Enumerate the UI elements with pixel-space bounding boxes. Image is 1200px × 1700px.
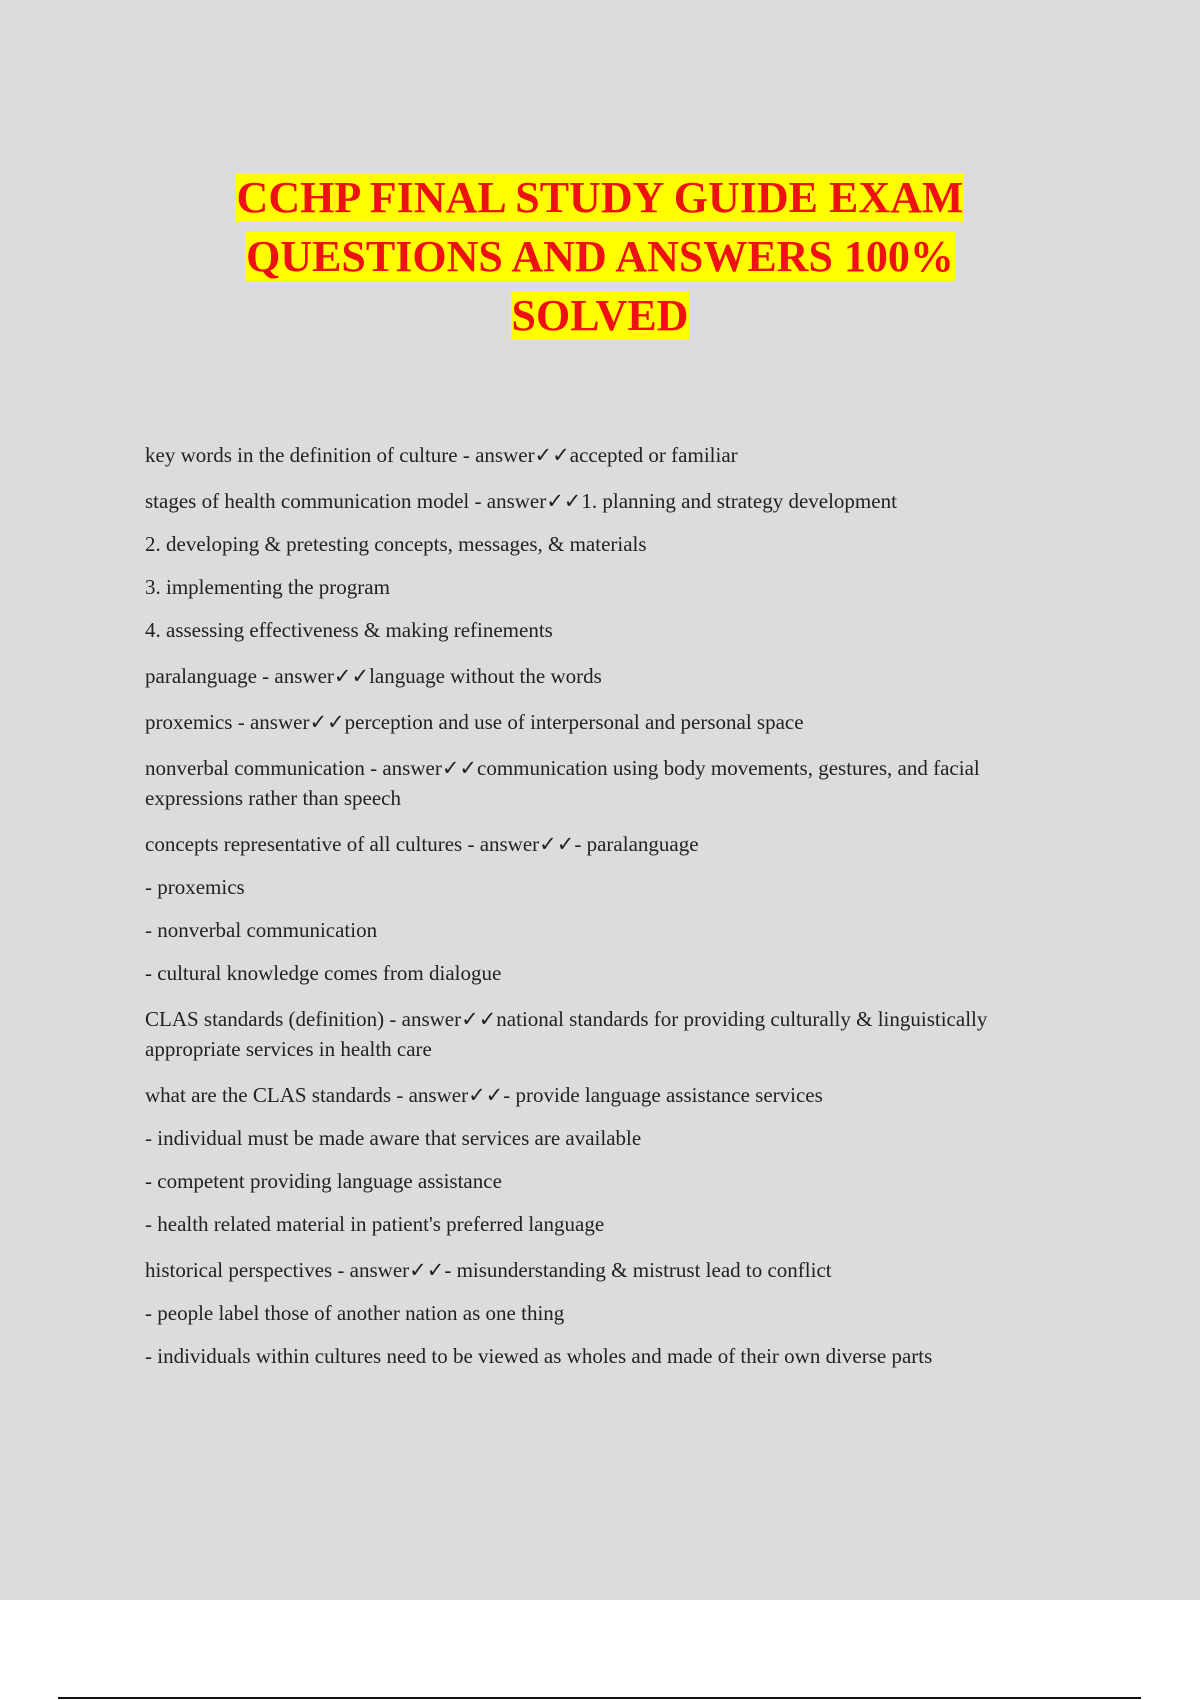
title-line-text: CCHP FINAL STUDY GUIDE EXAM: [236, 173, 964, 222]
list-line: 3. implementing the program: [145, 575, 390, 599]
list-line: - people label those of another nation as one thing: [145, 1301, 565, 1325]
document-title: [0, 168, 1200, 345]
list-line: - health related material in patient's preferred language: [145, 1212, 605, 1236]
list-line: 4. assessing effectiveness & making refinements: [145, 618, 553, 642]
qa-paragraph: CLAS standards (definition) - answer✓✓national standards for providing culturally & linguistically appropriate services in health care: [145, 1007, 988, 1061]
list-line: - cultural knowledge comes from dialogue: [145, 961, 502, 985]
title-line: [0, 286, 1200, 345]
list-line: - competent providing language assistance: [145, 1169, 502, 1193]
list-line: - individual must be made aware that services are available: [145, 1126, 642, 1150]
qa-paragraph: what are the CLAS standards - answer✓✓- provide language assistance services: [145, 1083, 823, 1107]
document-body: [145, 440, 1065, 1387]
list-line: - individuals within cultures need to be viewed as wholes and made of their own diverse parts: [145, 1344, 933, 1368]
title-line: [0, 168, 1200, 227]
qa-paragraph: stages of health communication model - answer✓✓1. planning and strategy development: [145, 489, 897, 513]
qa-paragraph: nonverbal communication - answer✓✓communication using body movements, gestures, and facial expressions rather than speech: [145, 756, 980, 810]
list-line: - nonverbal communication: [145, 918, 378, 942]
qa-paragraph: paralanguage - answer✓✓language without the words: [145, 664, 602, 688]
qa-paragraph: proxemics - answer✓✓perception and use of interpersonal and personal space: [145, 710, 804, 734]
footer-divider: [58, 1697, 1141, 1699]
qa-paragraph: historical perspectives - answer✓✓- misunderstanding & mistrust lead to conflict: [145, 1258, 832, 1282]
list-line: 2. developing & pretesting concepts, messages, & materials: [145, 532, 647, 556]
list-line: - proxemics: [145, 875, 245, 899]
title-line: [0, 227, 1200, 286]
title-line-text: QUESTIONS AND ANSWERS 100%: [246, 232, 954, 281]
qa-paragraph: concepts representative of all cultures - answer✓✓- paralanguage: [145, 832, 699, 856]
title-line-text: SOLVED: [511, 291, 689, 340]
qa-paragraph: key words in the definition of culture - answer✓✓accepted or familiar: [145, 443, 738, 467]
